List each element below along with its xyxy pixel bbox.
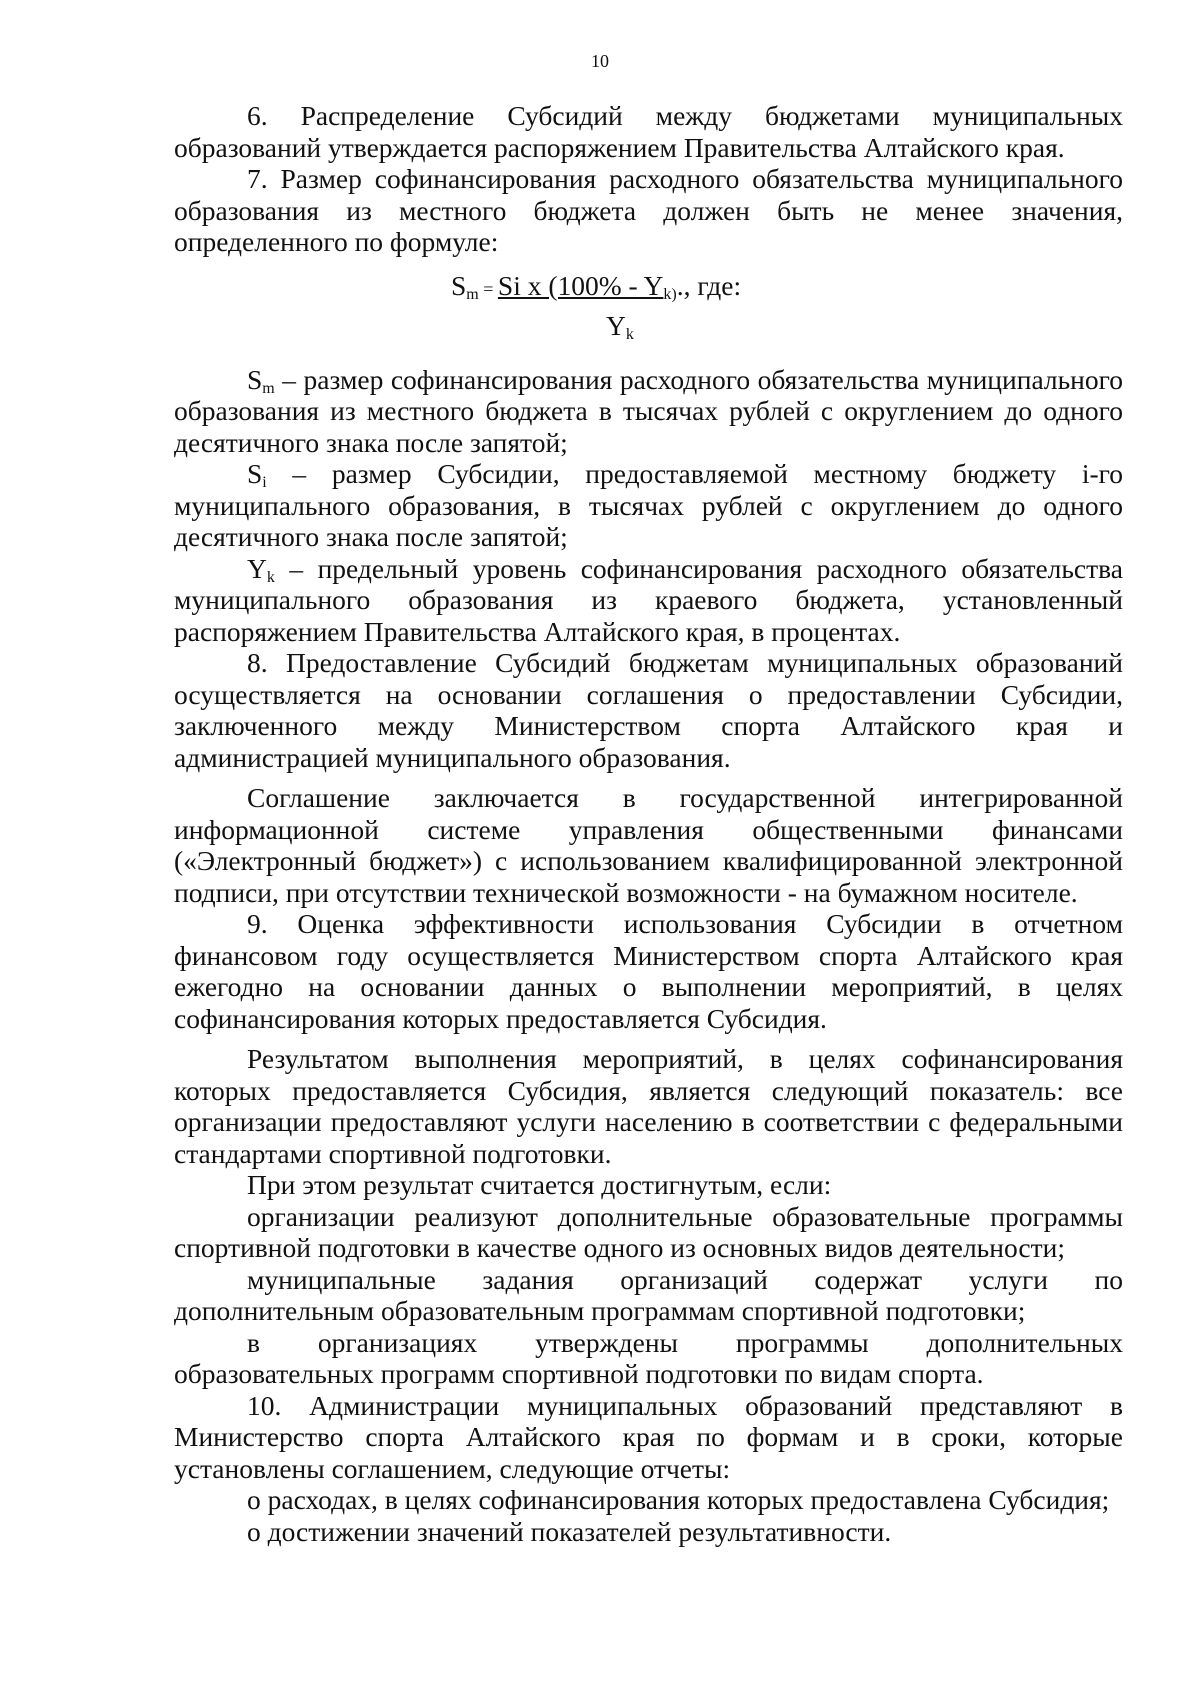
paragraph-9-condition: При этом результат считается достигнутым, если: bbox=[247, 1169, 832, 1200]
formula-sm-sub: m bbox=[466, 285, 479, 303]
definition-sm: $S_m$ – размер софинансирования расходного обязательства муниципального образования из местного бюджета в тысячах рублей с округлением до одного десятичного знака после запятой; bbox=[174, 363, 1123, 458]
formula-den-sub: k bbox=[625, 325, 634, 343]
paragraph-10-report-1: о расходах, в целях софинансирования которых предоставлена Субсидия; bbox=[247, 1484, 1110, 1515]
paragraph-9: 9. Оценка эффективности использования Субсидии в отчетном финансовом году осуществляется Министерством спорта Алтайского края ежегодно на основании данных о выполнении мероприятий, в целях софинансирования которых предоставляется Субсидия. bbox=[174, 908, 1123, 1034]
definition-si: $S_i$ – размер Субсидии, предоставляемой местному бюджету i-го муниципального образования, в тысячах рублей с округлением до одного десятичного знака после запятой; bbox=[174, 458, 1123, 552]
paragraph-7: 7. Размер софинансирования расходного обязательства муниципального образования из местного бюджета должен быть не менее значения, определенного по формуле: bbox=[174, 163, 1123, 257]
page-number: 10 bbox=[591, 51, 609, 71]
formula-line bbox=[451, 270, 741, 306]
paragraph-10-report-2: о достижении значений показателей результативности. bbox=[247, 1515, 892, 1547]
document-body bbox=[174, 100, 1123, 1547]
formula-block bbox=[174, 262, 1123, 364]
formula-equals: = bbox=[478, 278, 498, 299]
formula-sm: S bbox=[451, 269, 467, 301]
paragraph-9-item-1: организации реализуют дополнительные образовательные программы спортивной подготовки в качестве одного из основных видов деятельности; bbox=[174, 1200, 1123, 1263]
formula-k-sub: k) bbox=[663, 285, 677, 303]
paragraph-6: 6. Распределение Субсидий между бюджетами муниципальных образований утверждается распоряжением Правительства Алтайского края. bbox=[174, 100, 1123, 163]
formula-tail: ., где: bbox=[676, 269, 742, 301]
paragraph-9-item-3: в организациях утверждены программы дополнительных образовательных программ спортивной подготовки по видам спорта. bbox=[174, 1326, 1123, 1389]
paragraph-8: 8. Предоставление Субсидий бюджетам муниципальных образований осуществляется на основании соглашения о предоставлении Субсидии, заключенного между Министерством спорта Алтайского края и администрацией муниципального образования. bbox=[174, 647, 1123, 773]
definition-yk: $Y_k$ – предельный уровень софинансирования расходного обязательства муниципального образования из краевого бюджета, установленный распоряжением Правительства Алтайского края, в процентах. bbox=[174, 552, 1123, 647]
paragraph-8-agreement: Соглашение заключается в государственной интегрированной информационной системе управления общественными финансами («Электронный бюджет») с использованием квалифицированной электронной подписи, при отсутствии технической возможности - на бумажном носителе. bbox=[174, 782, 1123, 908]
paragraph-9-item-2: муниципальные задания организаций содержат услуги по дополнительным образовательным программам спортивной подготовки; bbox=[174, 1263, 1123, 1326]
formula-numerator: Si x ($100\% - Y_{k)}$ bbox=[497, 269, 677, 303]
paragraph-9-result: Результатом выполнения мероприятий, в целях софинансирования которых предоставляется Субсидия, является следующий показатель: все организации предоставляют услуги населению в соответствии с федеральными стандартами спортивной подготовки. bbox=[174, 1043, 1123, 1169]
formula-denominator: $Y_k$ bbox=[606, 309, 634, 343]
paragraph-10: 10. Администрации муниципальных образований представляют в Министерство спорта Алтайского края по формам и в сроки, которые установлены соглашением, следующие отчеты: bbox=[174, 1389, 1123, 1484]
